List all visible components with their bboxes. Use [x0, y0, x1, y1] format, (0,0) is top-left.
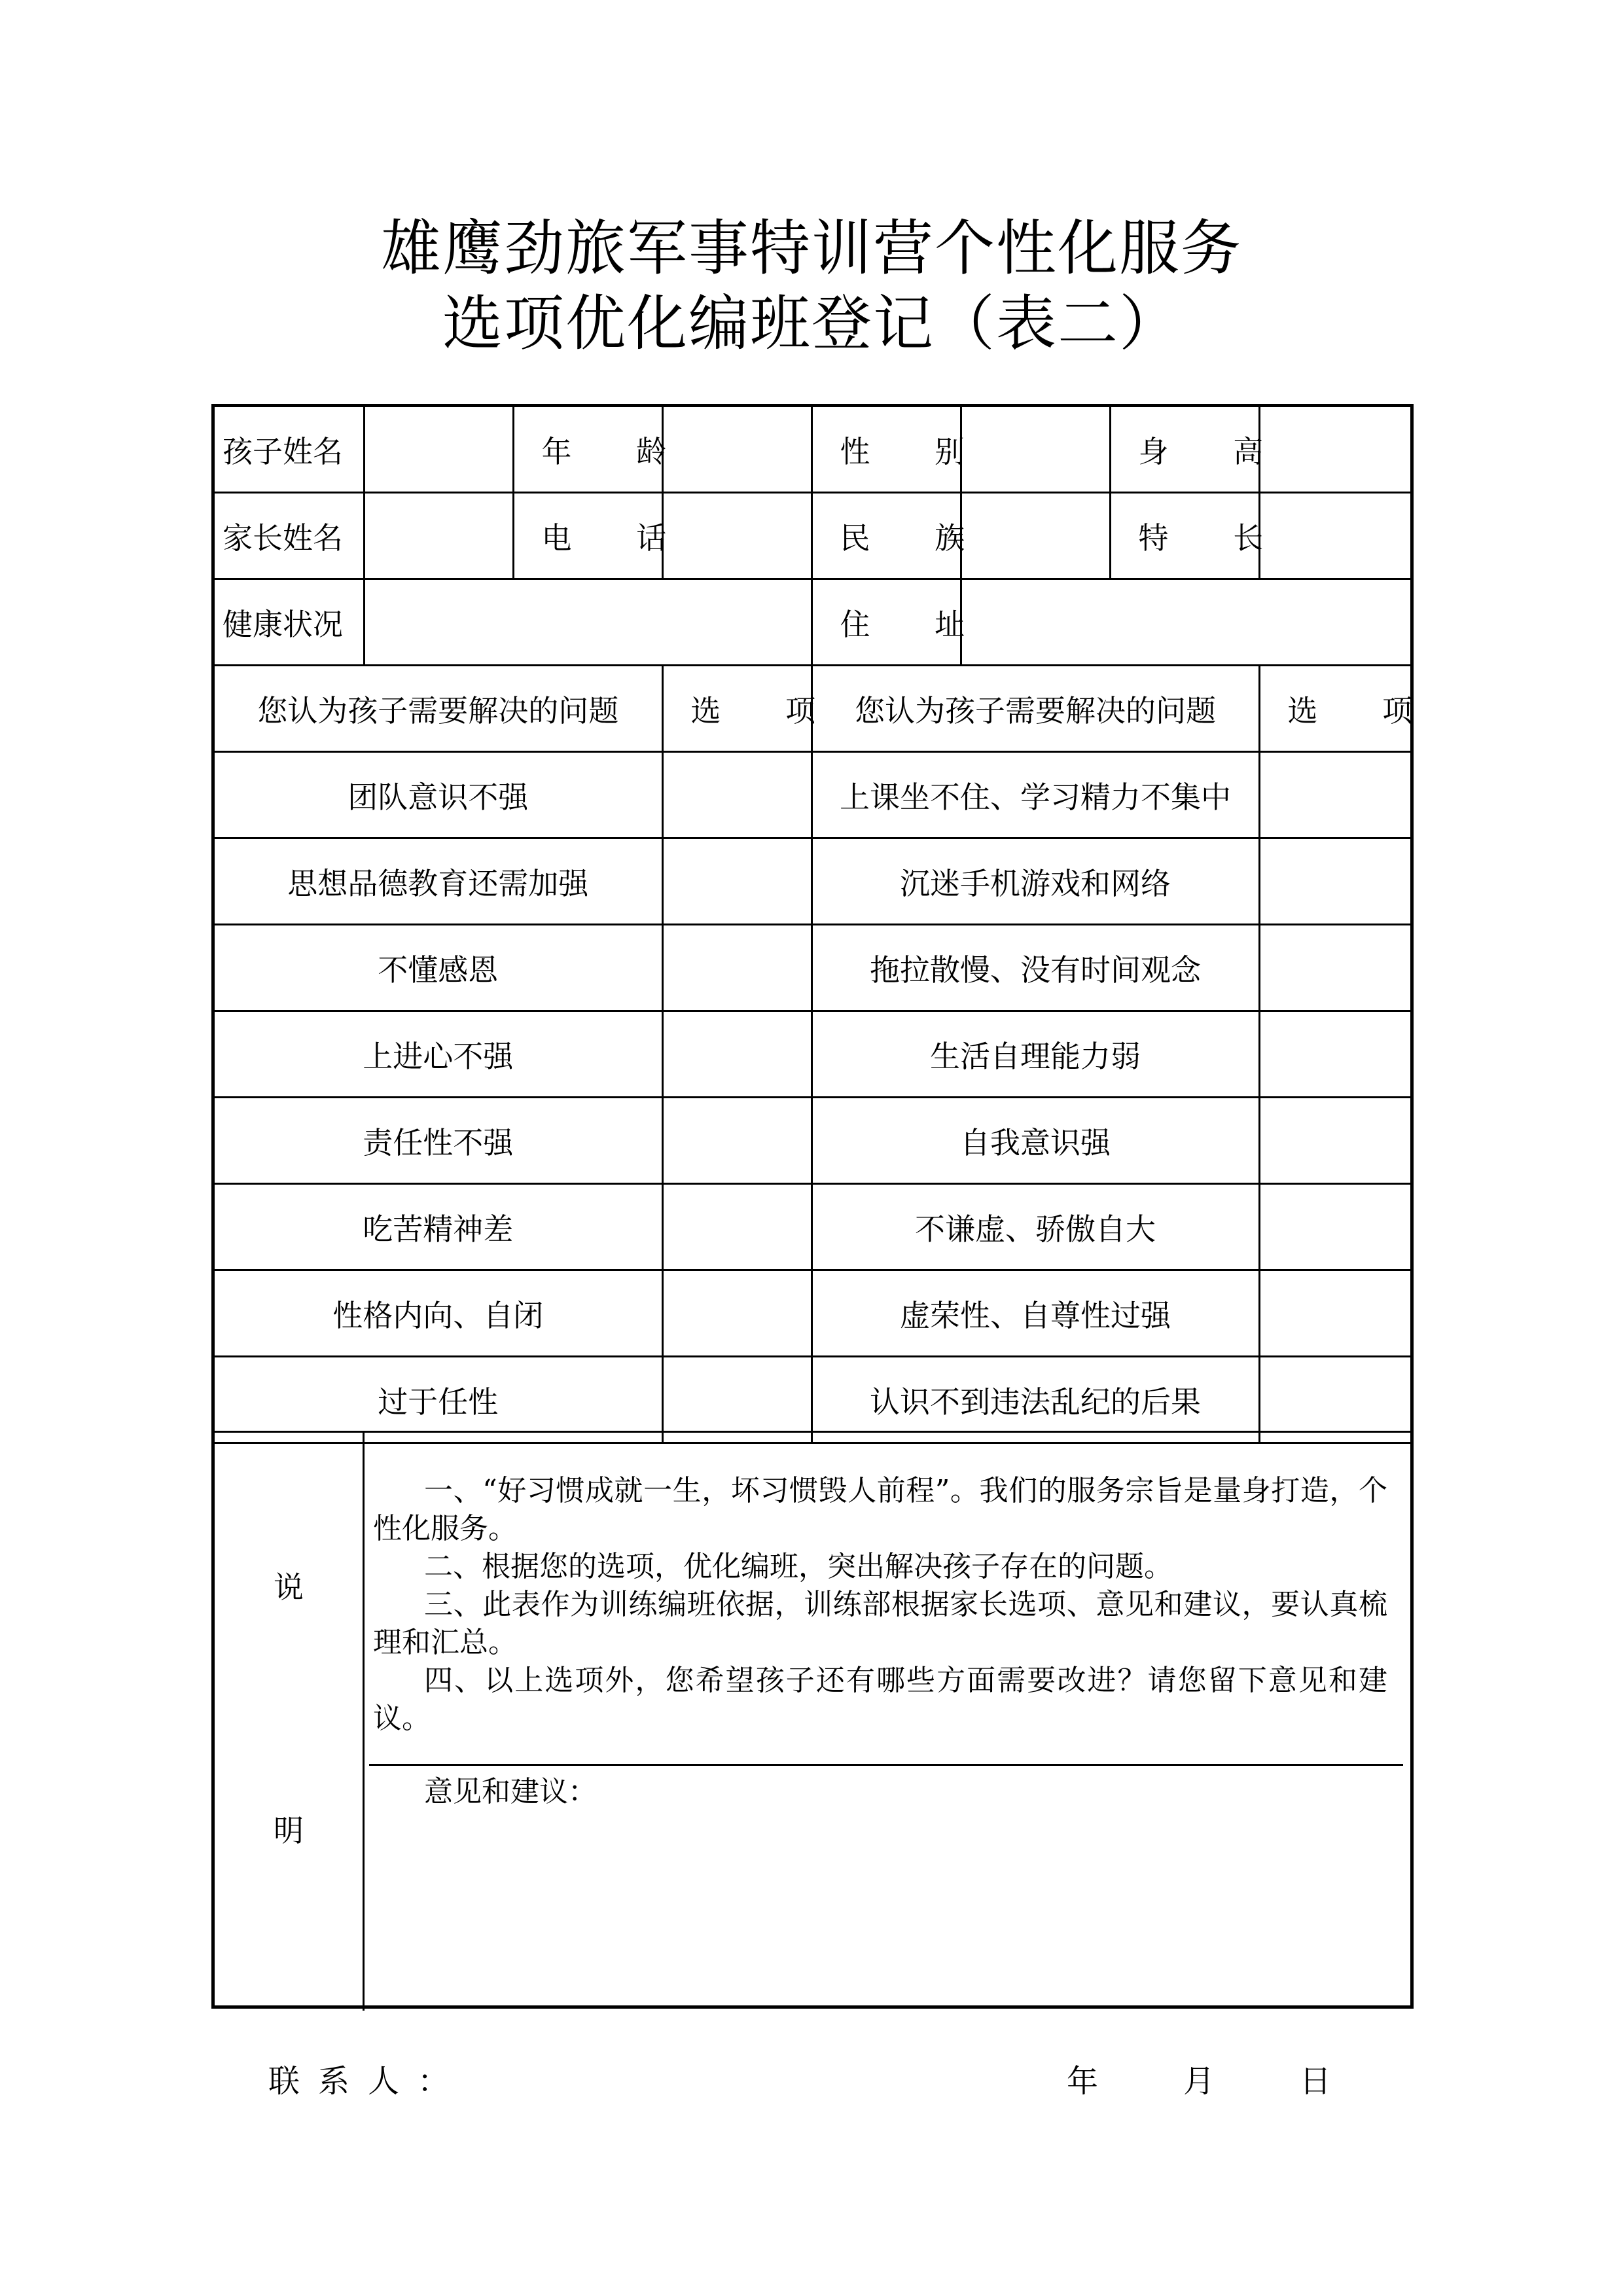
questions-header-row: [215, 666, 1410, 752]
child-name-label: 孩子姓名: [215, 407, 364, 493]
address-field[interactable]: [961, 579, 1410, 666]
problem-row: [215, 925, 1410, 1011]
option-checkbox-left[interactable]: [662, 1184, 812, 1270]
notes-divider: [369, 1764, 1403, 1766]
day-label: 日: [1300, 2063, 1332, 2100]
address-label: 住 址: [812, 579, 961, 666]
specialty-label: 特 长: [1110, 493, 1259, 579]
option-checkbox-right[interactable]: [1259, 1011, 1410, 1098]
notes-text: [373, 1472, 1387, 1738]
notes-label-column: [215, 1433, 365, 2011]
option-checkbox-left[interactable]: [662, 1098, 812, 1184]
note-item: 四、以上选项外，您希望孩子还有哪些方面需要改进？请您留下意见和建议。: [373, 1664, 1387, 1735]
problem-right: 上课坐不住、学习精力不集中: [812, 752, 1259, 838]
parent-name-label: 家长姓名: [215, 493, 364, 579]
opinion-label: 意见和建议：: [424, 1775, 597, 1808]
form-title-line1: 雄鹰劲旅军事特训营个性化服务: [380, 213, 1242, 283]
problem-left: 思想品德教育还需加强: [215, 838, 662, 925]
problem-row: [215, 1270, 1410, 1357]
info-row-2: [215, 493, 1410, 579]
option-checkbox-left[interactable]: [662, 752, 812, 838]
child-name-field[interactable]: [364, 407, 513, 493]
problem-row: [215, 1184, 1410, 1270]
problem-left: 性格内向、自闭: [215, 1270, 662, 1357]
opinion-input-area[interactable]: [372, 1819, 1399, 2002]
problem-left: 过于任性: [215, 1357, 662, 1443]
health-field[interactable]: [364, 579, 812, 666]
height-label: 身 高: [1110, 407, 1259, 493]
problem-header-right: 您认为孩子需要解决的问题: [812, 666, 1259, 752]
phone-label: 电 话: [513, 493, 662, 579]
problem-left: 吃苦精神差: [215, 1184, 662, 1270]
problem-row: [215, 1011, 1410, 1098]
ethnicity-label: 民 族: [812, 493, 961, 579]
option-checkbox-right[interactable]: [1259, 838, 1410, 925]
date-line: [1067, 2062, 1331, 2101]
problem-row: [215, 1357, 1410, 1443]
problem-right: 拖拉散慢、没有时间观念: [812, 925, 1259, 1011]
problem-row: [215, 1098, 1410, 1184]
notes-label-top: 说: [274, 1570, 304, 1605]
contact-person-label: 联系人：: [268, 2063, 468, 2100]
option-checkbox-left[interactable]: [662, 925, 812, 1011]
problem-left: 责任性不强: [215, 1098, 662, 1184]
notes-label-bottom: 明: [274, 1813, 304, 1848]
problem-left: 团队意识不强: [215, 752, 662, 838]
problem-row: [215, 838, 1410, 925]
info-row-3: [215, 579, 1410, 666]
form-title-line2: 选项优化编班登记（表二）: [442, 289, 1181, 359]
option-checkbox-right[interactable]: [1259, 752, 1410, 838]
notes-section: [215, 1431, 1410, 2011]
option-checkbox-right[interactable]: [1259, 1184, 1410, 1270]
info-and-options-table: [215, 407, 1440, 1444]
month-label: 月: [1183, 2063, 1215, 2100]
problem-right: 自我意识强: [812, 1098, 1259, 1184]
problem-right: 不谦虚、骄傲自大: [812, 1184, 1259, 1270]
problem-header-left: 您认为孩子需要解决的问题: [215, 666, 662, 752]
problem-left: 上进心不强: [215, 1011, 662, 1098]
problem-right: 沉迷手机游戏和网络: [812, 838, 1259, 925]
option-checkbox-left[interactable]: [662, 1011, 812, 1098]
note-item: 二、根据您的选项，优化编班，突出解决孩子存在的问题。: [424, 1550, 1173, 1583]
registration-form: [211, 404, 1440, 2009]
note-item: 一、“好习惯成就一生，坏习惯毁人前程”。我们的服务宗旨是量身打造，个性化服务。: [373, 1474, 1387, 1545]
option-header-right: 选 项: [1259, 666, 1410, 752]
parent-name-field[interactable]: [364, 493, 513, 579]
option-checkbox-left[interactable]: [662, 1270, 812, 1357]
problem-left: 不懂感恩: [215, 925, 662, 1011]
contact-person-field[interactable]: [432, 2062, 1021, 2101]
age-label: 年 龄: [513, 407, 662, 493]
health-label: 健康状况: [215, 579, 364, 666]
option-checkbox-right[interactable]: [1259, 925, 1410, 1011]
problem-right: 虚荣性、自尊性过强: [812, 1270, 1259, 1357]
problem-right: 认识不到违法乱纪的后果: [812, 1357, 1259, 1443]
gender-label: 性 别: [812, 407, 961, 493]
option-checkbox-right[interactable]: [1259, 1098, 1410, 1184]
option-checkbox-right[interactable]: [1259, 1270, 1410, 1357]
option-checkbox-left[interactable]: [662, 838, 812, 925]
note-item: 三、此表作为训练编班依据，训练部根据家长选项、意见和建议，要认真梳理和汇总。: [373, 1588, 1387, 1659]
option-checkbox-left[interactable]: [662, 1357, 812, 1443]
problem-row: [215, 752, 1410, 838]
option-checkbox-right[interactable]: [1259, 1357, 1410, 1443]
info-row-1: [215, 407, 1410, 493]
year-label: 年: [1067, 2063, 1099, 2100]
option-header-left: 选 项: [662, 666, 812, 752]
problem-right: 生活自理能力弱: [812, 1011, 1259, 1098]
